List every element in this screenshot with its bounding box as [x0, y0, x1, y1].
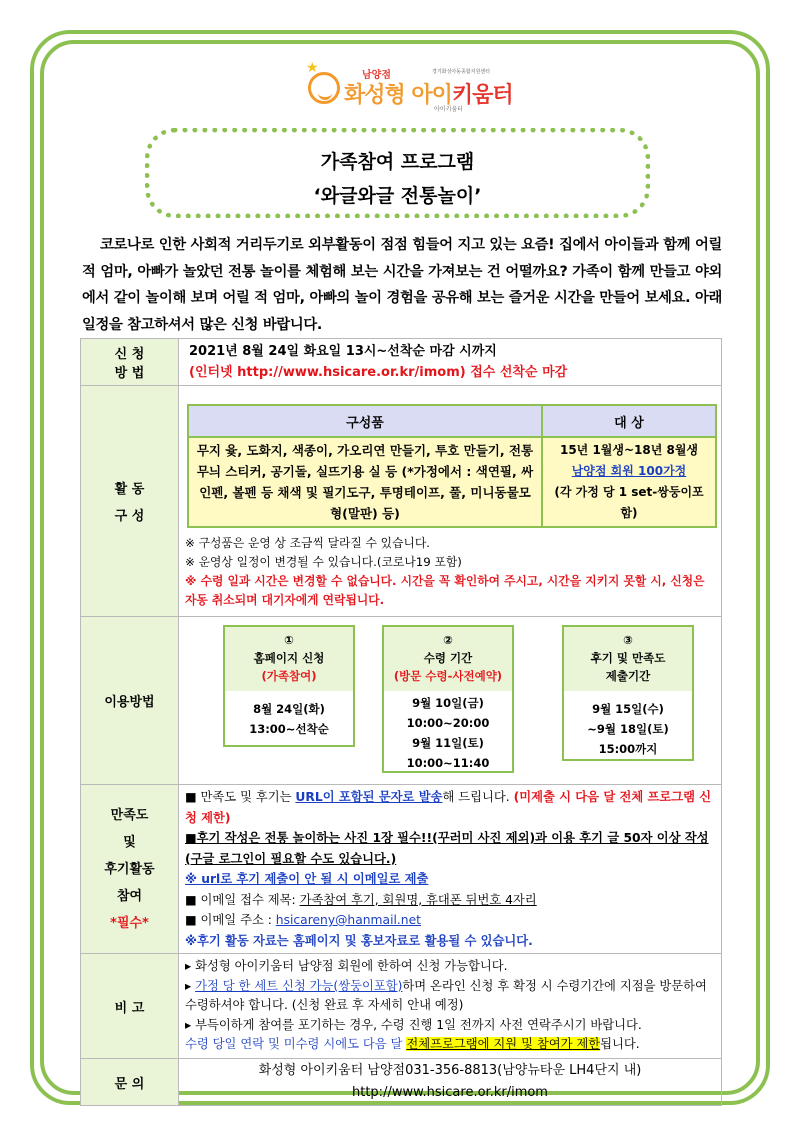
activity-note-2: ※ 운영상 일정이 변경될 수 있습니다.(코로나19 포함) — [185, 555, 462, 569]
contact-content — [179, 1059, 722, 1106]
review-line-4 — [185, 890, 715, 911]
step-1-num: ① — [284, 633, 294, 647]
step-1-title: 홈페이지 신청 — [253, 651, 325, 665]
remarks-line-2 — [185, 977, 715, 1016]
apply-line-2[interactable]: (인터넷 http://www.hsicare.or.kr/imom) 접수 선착순 마감 — [189, 365, 568, 380]
remarks-l2b: 가정 당 한 세트 신청 가능(쌍둥이포함) — [195, 978, 403, 993]
remarks-l4b: 전체프로그램에 지원 및 참여가 제한 — [406, 1037, 601, 1052]
intro-paragraph: 코로나로 인한 사회적 거리두기로 외부활동이 점점 힘들어 지고 있는 요즘! 집에서 아이들과 함께 어릴 적 엄마, 아빠가 놀았던 전통 놀이를 체험해 보는 시간을 가져보는 건 어떨까요? 가족이 함께 만들고 야외에서 같이 놀이해 보며 어릴 적 엄마, 아빠의 놀이 경험을 공유해 보는 즐거운 시간을 만들어 보세요. 아래 일정을 참고하셔서 많은 신청 바랍니다. — [82, 237, 722, 333]
apply-content — [179, 339, 722, 386]
activity-notes — [179, 534, 721, 612]
logo-name — [344, 78, 513, 109]
remarks-l2a: ▸ — [185, 978, 196, 993]
remarks-line-3: ▸ 부득이하게 참여를 포기하는 경우, 수령 진행 1일 전까지 사전 연락주시기 바랍니다. — [185, 1017, 642, 1032]
smile-face-icon — [308, 72, 340, 104]
review-label-4: 참여 — [116, 888, 143, 904]
apply-label — [81, 339, 179, 386]
logo-org: 경기화성아동종합지원센터 — [432, 69, 490, 75]
title-box — [145, 128, 650, 218]
activity-note-1: ※ 구성품은 운영 상 조금씩 달라질 수 있습니다. — [185, 536, 431, 550]
contact-label: 문 의 — [81, 1059, 179, 1106]
step-3-num: ③ — [623, 633, 633, 647]
step-2-time-1: 10:00~20:00 — [406, 716, 490, 730]
review-label-3: 후기활동 — [104, 861, 155, 877]
logo-branch: 남양점 — [362, 70, 391, 81]
logo-name-a: 화성형 아이 — [344, 83, 452, 108]
target-line-1: 15년 1월생~18년 8월생 — [559, 443, 699, 457]
target-header: 대 상 — [542, 405, 716, 437]
remarks-content — [179, 954, 722, 1059]
activity-label-1: 활 동 — [114, 482, 145, 497]
step-2-top — [384, 627, 512, 691]
review-label-5: *필수* — [110, 915, 149, 931]
step-3-date-2: ~9월 18일(토) — [587, 722, 669, 736]
activity-inner-table — [187, 404, 717, 528]
contact-line-1: 화성형 아이키움터 남양점031-356-8813(남양뉴타운 LH4단지 내) — [258, 1063, 642, 1078]
step-2-bottom — [384, 691, 512, 781]
step-1-bottom — [225, 691, 353, 747]
remarks-line-4 — [185, 1035, 715, 1055]
usage-label: 이용방법 — [81, 617, 179, 785]
review-l4a: ■ 이메일 접수 제목: — [185, 892, 300, 907]
logo-name-b: 키움터 — [451, 83, 513, 108]
review-line-6: ※후기 활동 자료는 홈페이지 및 홍보자료로 활용될 수 있습니다. — [185, 933, 533, 948]
review-label — [81, 785, 179, 954]
logo — [300, 60, 513, 113]
step-2-title: 수령 기간 — [423, 651, 473, 665]
remarks-l4c: 됩니다. — [600, 1037, 640, 1052]
step-3-title: 후기 및 만족도 — [590, 651, 666, 665]
remarks-l4a: 수령 당일 연락 및 미수령 시에도 다음 달 — [185, 1037, 407, 1052]
review-line-3: ※ url로 후기 제출이 안 될 시 이메일로 제출 — [185, 872, 429, 886]
apply-line-1: 2021년 8월 24일 화요일 13시~선착순 마감 시까지 — [189, 344, 497, 359]
step-2-time-2: 10:00~11:40 — [406, 756, 490, 770]
review-label-1: 만족도 — [110, 807, 149, 823]
target-line-3: (각 가정 당 1 set-쌍둥이포함) — [554, 485, 704, 520]
step-3-time: 15:00까지 — [598, 742, 658, 756]
contact-url[interactable]: http://www.hsicare.or.kr/imom — [352, 1085, 548, 1100]
target-line-2: 남양점 회원 100가정 — [571, 464, 687, 478]
step-1 — [223, 625, 355, 747]
star-icon: ★ — [306, 60, 319, 76]
review-content — [179, 785, 722, 954]
apply-label-2: 방 법 — [114, 366, 145, 381]
review-l1c: 해 드립니다. — [442, 790, 514, 804]
step-2-sub: (방문 수령-사전예약) — [393, 669, 503, 683]
info-table — [80, 338, 722, 1106]
activity-content — [179, 386, 722, 617]
step-3-top — [564, 627, 692, 691]
review-line-5 — [185, 910, 715, 931]
review-l1d: (미제출 시 다음 달 전체 프로그램 신청 제한) — [185, 790, 712, 825]
step-1-date: 8월 24일(화) — [253, 702, 325, 716]
step-3 — [562, 625, 694, 761]
logo-sub: 아이키움터 — [434, 106, 463, 113]
step-3-date-1: 9월 15일(수) — [592, 702, 664, 716]
remarks-line-1: ▸ 화성형 아이키움터 남양점 회원에 한하여 신청 가능합니다. — [185, 959, 508, 974]
email-link[interactable]: hsicareny@hanmail.net — [275, 913, 421, 927]
step-1-sub: (가족참여) — [261, 669, 317, 683]
review-label-2: 및 — [123, 834, 136, 850]
activity-label-2: 구 성 — [114, 509, 145, 524]
review-line-1 — [185, 787, 715, 828]
step-3-sub: 제출기간 — [605, 669, 651, 683]
step-2 — [382, 625, 514, 773]
review-l4b: 가족참여 후기, 회원명, 휴대폰 뒤번호 4자리 — [299, 892, 537, 907]
items-cell: 무지 윷, 도화지, 색종이, 가오리연 만들기, 투호 만들기, 전통무늬 스티커, 공기돌, 실뜨기용 실 등 (*가정에서 : 색연필, 싸인펜, 볼펜 등 채색 및 필기도구, 투명테이프, 풀, 미니동물모형(말판) 등) — [188, 437, 542, 527]
review-line-2: ■후기 작성은 전통 놀이하는 사진 1장 필수!!(꾸러미 사진 제외)과 이용 후기 글 50자 이상 작성(구글 로그인이 필요할 수도 있습니다.) — [185, 831, 709, 866]
page-title: 가족참여 프로그램 — [320, 151, 475, 173]
step-1-top — [225, 627, 353, 691]
target-cell — [542, 437, 716, 527]
step-1-time: 13:00~선착순 — [249, 722, 329, 736]
review-l5a: ■ 이메일 주소 : — [185, 913, 276, 927]
step-2-num: ② — [443, 633, 453, 647]
remarks-label: 비 고 — [81, 954, 179, 1059]
step-2-date-1: 9월 10일(금) — [412, 696, 484, 710]
step-3-bottom — [564, 691, 692, 767]
intro-text — [82, 232, 722, 338]
step-2-date-2: 9월 11일(토) — [412, 736, 484, 750]
activity-note-3: ※ 수령 일과 시간은 변경할 수 없습니다. 시간을 꼭 확인하여 주시고, 시간을 지키지 못할 시, 신청은 자동 취소되며 대기자에게 연락됩니다. — [185, 574, 705, 607]
activity-label — [81, 386, 179, 617]
usage-content — [179, 617, 722, 785]
review-l1b: URL이 포함된 문자로 발송 — [295, 790, 443, 804]
remarks-l2c: 하며 온라인 신청 후 확정 시 수령기간에 지점을 방문하여 수령하셔야 합니다. (신청 완료 후 자세히 안내 예정) — [185, 978, 707, 1013]
items-header: 구성품 — [188, 405, 542, 437]
page-subtitle: ‘와글와글 전통놀이’ — [313, 185, 482, 207]
apply-label-1: 신 청 — [114, 347, 145, 362]
review-l1a: ■ 만족도 및 후기는 — [185, 790, 296, 804]
